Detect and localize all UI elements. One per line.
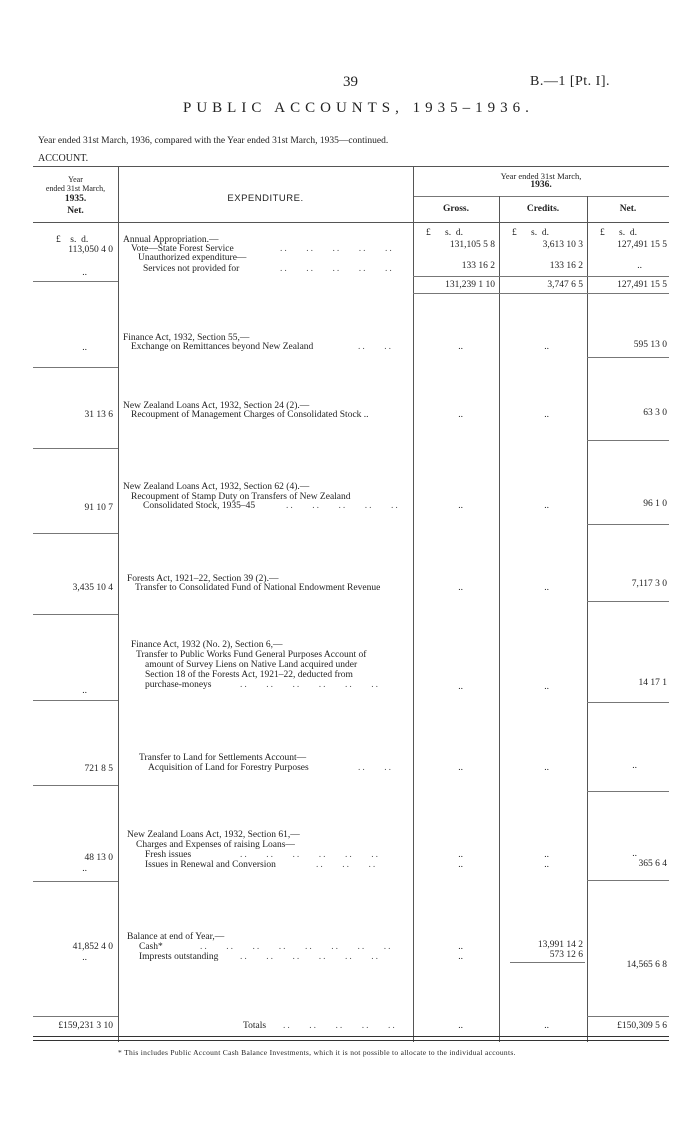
aa-total-gross: 131,239 1 10 [445, 280, 495, 290]
sep-prev-9 [33, 1016, 118, 1017]
col-divider-1 [118, 166, 119, 1042]
unit-pounds: £ [512, 228, 517, 238]
leader-dots: .. .. .. .. .. [280, 264, 394, 274]
leader-dots: .. .. .. .. .. [286, 501, 400, 511]
lfs-prev-net: 721 8 5 [84, 764, 113, 774]
l61-line3: Issues in Renewal and Conversion [145, 860, 276, 870]
sep-prev-8 [33, 881, 118, 882]
l62-credits: .. [544, 501, 549, 511]
l24-heading: New Zealand Loans Act, 1932, Section 24 (2).— [123, 401, 310, 411]
footnote: * This includes Public Account Cash Balance Investments, which it is not possible to allocate to the individual accounts. [118, 1048, 516, 1057]
l62-net: 96 1 0 [643, 499, 667, 509]
sep-net-7 [587, 880, 669, 881]
leader-dots: .. .. [358, 342, 393, 352]
fn2-line3: Section 18 of the Forests Act, 1921–22, deducted from [145, 670, 353, 680]
totals-label: Totals [243, 1021, 267, 1031]
sep-net-8 [587, 1016, 669, 1017]
l24-net: 63 3 0 [643, 408, 667, 418]
unit-shillings: s. [70, 235, 77, 245]
header-prev-year-2: ended 31st March, [45, 184, 106, 193]
leader-dots: .. .. .. [316, 860, 378, 870]
leader-dots: .. .. .. .. .. .. [240, 952, 380, 962]
f39-credits: .. [544, 583, 549, 593]
sep-net-2 [587, 440, 669, 441]
fn2-net: 14 17 1 [638, 678, 667, 688]
sep-prev-6 [33, 700, 118, 701]
f55-net: 595 13 0 [633, 340, 667, 350]
header-mid-rule [413, 196, 669, 197]
table-bottom-rule-2 [33, 1040, 669, 1041]
aa-vote-net: 127,491 15 5 [617, 240, 667, 250]
f55-credits: .. [544, 342, 549, 352]
l62-prev-net: 91 10 7 [84, 503, 113, 513]
l61-line2: Fresh issues [145, 850, 192, 860]
bal-credits-subtotal-rule [510, 962, 585, 963]
header-current-year-2: 1936. [530, 180, 552, 190]
unit-row-net [600, 228, 637, 238]
unit-pence: d. [629, 228, 637, 238]
unit-shillings: s. [445, 228, 452, 238]
bal-gross-imprests: .. [458, 952, 463, 962]
l61-gross-fresh: .. [458, 850, 463, 860]
bal-heading: Balance at end of Year,— [127, 932, 225, 942]
leader-dots: .. .. .. .. .. [283, 1021, 397, 1031]
l61-prev-fresh: 48 13 0 [84, 853, 113, 863]
sep-prev-5 [33, 614, 118, 615]
header-credits: Credits. [526, 204, 560, 214]
totals-credits: .. [544, 1021, 549, 1031]
f39-line1: Transfer to Consolidated Fund of National Endowment Revenue [135, 583, 381, 593]
l61-credits-fresh: .. [544, 850, 549, 860]
l24-gross: .. [458, 410, 463, 420]
f39-net: 7,117 3 0 [631, 579, 667, 589]
unit-pence: d. [455, 228, 463, 238]
unit-pence: d. [81, 235, 89, 245]
bal-credits-imprests: 573 12 6 [549, 950, 583, 960]
lfs-line2: Acquisition of Land for Forestry Purposes [148, 763, 309, 773]
header-net: Net. [619, 204, 637, 214]
sep-net-5 [587, 702, 669, 703]
unit-pounds: £ [600, 228, 605, 238]
account-label: ACCOUNT. [38, 153, 89, 164]
sep-total-bottom [413, 293, 669, 294]
lfs-net: .. [632, 761, 637, 771]
bal-prev-imprests: .. [82, 953, 87, 963]
sep-prev-7 [33, 785, 118, 786]
l61-prev-renewal: .. [82, 864, 87, 874]
leader-dots: .. .. .. .. .. [280, 244, 394, 254]
sep-net-1 [587, 357, 669, 358]
col-divider-3 [499, 196, 500, 1042]
leader-dots: .. .. .. .. .. .. .. .. [200, 942, 393, 952]
fn2-gross: .. [458, 682, 463, 692]
aa-total-credits: 3,747 6 5 [547, 280, 583, 290]
col-divider-2 [413, 166, 414, 1042]
aa-prev-net-unauth: .. [82, 268, 87, 278]
header-current-year-1: Year ended 31st March, [500, 171, 582, 181]
l62-line2: Consolidated Stock, 1935–45 [143, 501, 256, 511]
l62-gross: .. [458, 501, 463, 511]
fn2-line1: Transfer to Public Works Fund General Purposes Account of [136, 650, 367, 660]
totals-gross: .. [458, 1021, 463, 1031]
aa-heading: Annual Appropriation.— [123, 235, 219, 245]
f39-gross: .. [458, 583, 463, 593]
leader-dots: .. .. .. .. .. .. [240, 680, 380, 690]
aa-vote-label: Vote—State Forest Service [131, 244, 234, 254]
f55-heading: Finance Act, 1932, Section 55,— [123, 333, 250, 343]
fn2-heading: Finance Act, 1932 (No. 2), Section 6,— [131, 640, 283, 650]
bal-credits-cash: 13,991 14 2 [537, 940, 583, 950]
table-bottom-rule-1 [33, 1036, 669, 1037]
l61-heading: New Zealand Loans Act, 1932, Section 61,— [127, 830, 300, 840]
lfs-line1: Transfer to Land for Settlements Account— [139, 753, 307, 763]
unit-pounds: £ [426, 228, 431, 238]
header-expenditure: EXPENDITURE. [227, 193, 304, 204]
f55-gross: .. [458, 342, 463, 352]
l24-prev-net: 31 13 6 [84, 410, 113, 420]
f39-prev-net: 3,435 10 4 [72, 583, 113, 593]
aa-vote-gross: 131,105 5 8 [449, 240, 495, 250]
fn2-line4: purchase-moneys [145, 680, 212, 690]
l61-line1: Charges and Expenses of raising Loans— [136, 840, 295, 850]
f55-prev-net: .. [82, 343, 87, 353]
sep-total-top [413, 276, 669, 277]
leader-dots: .. .. .. .. .. .. [240, 850, 380, 860]
l61-net-renewal: 365 6 4 [638, 859, 667, 869]
sep-net-6 [587, 791, 669, 792]
f55-line1: Exchange on Remittances beyond New Zealand [131, 342, 314, 352]
sep-prev-2 [33, 367, 118, 368]
bal-prev-cash: 41,852 4 0 [72, 942, 113, 952]
header-prev-year-3: 1935. [64, 194, 87, 204]
bal-net-total: 14,565 6 8 [626, 960, 667, 970]
lfs-gross: .. [458, 763, 463, 773]
aa-services-label: Services not provided for [143, 264, 240, 274]
unit-row-gross [426, 228, 463, 238]
totals-prev-net: £159,231 3 10 [58, 1021, 113, 1031]
header-bottom-rule [33, 222, 669, 223]
header-prev-year-1: Year [68, 175, 83, 184]
col-divider-4 [587, 196, 588, 1042]
unit-shillings: s. [619, 228, 626, 238]
bal-imprests-label: Imprests outstanding [139, 952, 219, 962]
header-prev-net: Net. [67, 206, 84, 216]
unit-pounds: £ [56, 235, 61, 245]
document-reference: B.—1 [Pt. I]. [530, 74, 610, 89]
page-number: 39 [343, 74, 358, 90]
page-subtitle: Year ended 31st March, 1936, compared with the Year ended 31st March, 1935—continued. [38, 136, 389, 146]
page-title: PUBLIC ACCOUNTS, 1935–1936. [183, 100, 534, 116]
aa-total-net: 127,491 15 5 [617, 280, 667, 290]
fn2-prev-net: .. [82, 686, 87, 696]
f39-heading: Forests Act, 1921–22, Section 39 (2).— [127, 574, 279, 584]
sep-net-3 [587, 524, 669, 525]
bal-cash-label: Cash* [139, 942, 163, 952]
sep-net-4 [587, 601, 669, 602]
fn2-line2: amount of Survey Liens on Native Land acquired under [145, 660, 358, 670]
l24-credits: .. [544, 410, 549, 420]
aa-vote-credits: 3,613 10 3 [542, 240, 583, 250]
totals-net: £150,309 5 6 [617, 1021, 667, 1031]
l62-line1: Recoupment of Stamp Duty on Transfers of New Zealand [131, 492, 351, 502]
sep-prev-1 [33, 281, 118, 282]
l24-line1: Recoupment of Management Charges of Consolidated Stock .. [131, 410, 369, 420]
unit-shillings: s. [531, 228, 538, 238]
l62-heading: New Zealand Loans Act, 1932, Section 62 (4).— [123, 482, 310, 492]
aa-unauth-credits: 133 16 2 [549, 261, 583, 271]
unit-pence: d. [541, 228, 549, 238]
sep-prev-3 [33, 448, 118, 449]
l61-credits-renewal: .. [544, 860, 549, 870]
aa-unauth-gross: 133 16 2 [461, 261, 495, 271]
unit-row-credits [512, 228, 549, 238]
l61-gross-renewal: .. [458, 860, 463, 870]
header-gross: Gross. [443, 204, 469, 214]
unit-row-prev [56, 235, 88, 245]
lfs-credits: .. [544, 763, 549, 773]
l61-net-fresh: .. [632, 849, 637, 859]
fn2-credits: .. [544, 682, 549, 692]
table-top-rule [33, 166, 669, 167]
aa-unauth-net: .. [637, 261, 642, 271]
aa-prev-net: 113,050 4 0 [68, 245, 113, 255]
bal-gross-cash: .. [458, 942, 463, 952]
aa-unauth-label: Unauthorized expenditure— [138, 253, 247, 263]
leader-dots: .. .. [358, 763, 393, 773]
sep-prev-4 [33, 533, 118, 534]
